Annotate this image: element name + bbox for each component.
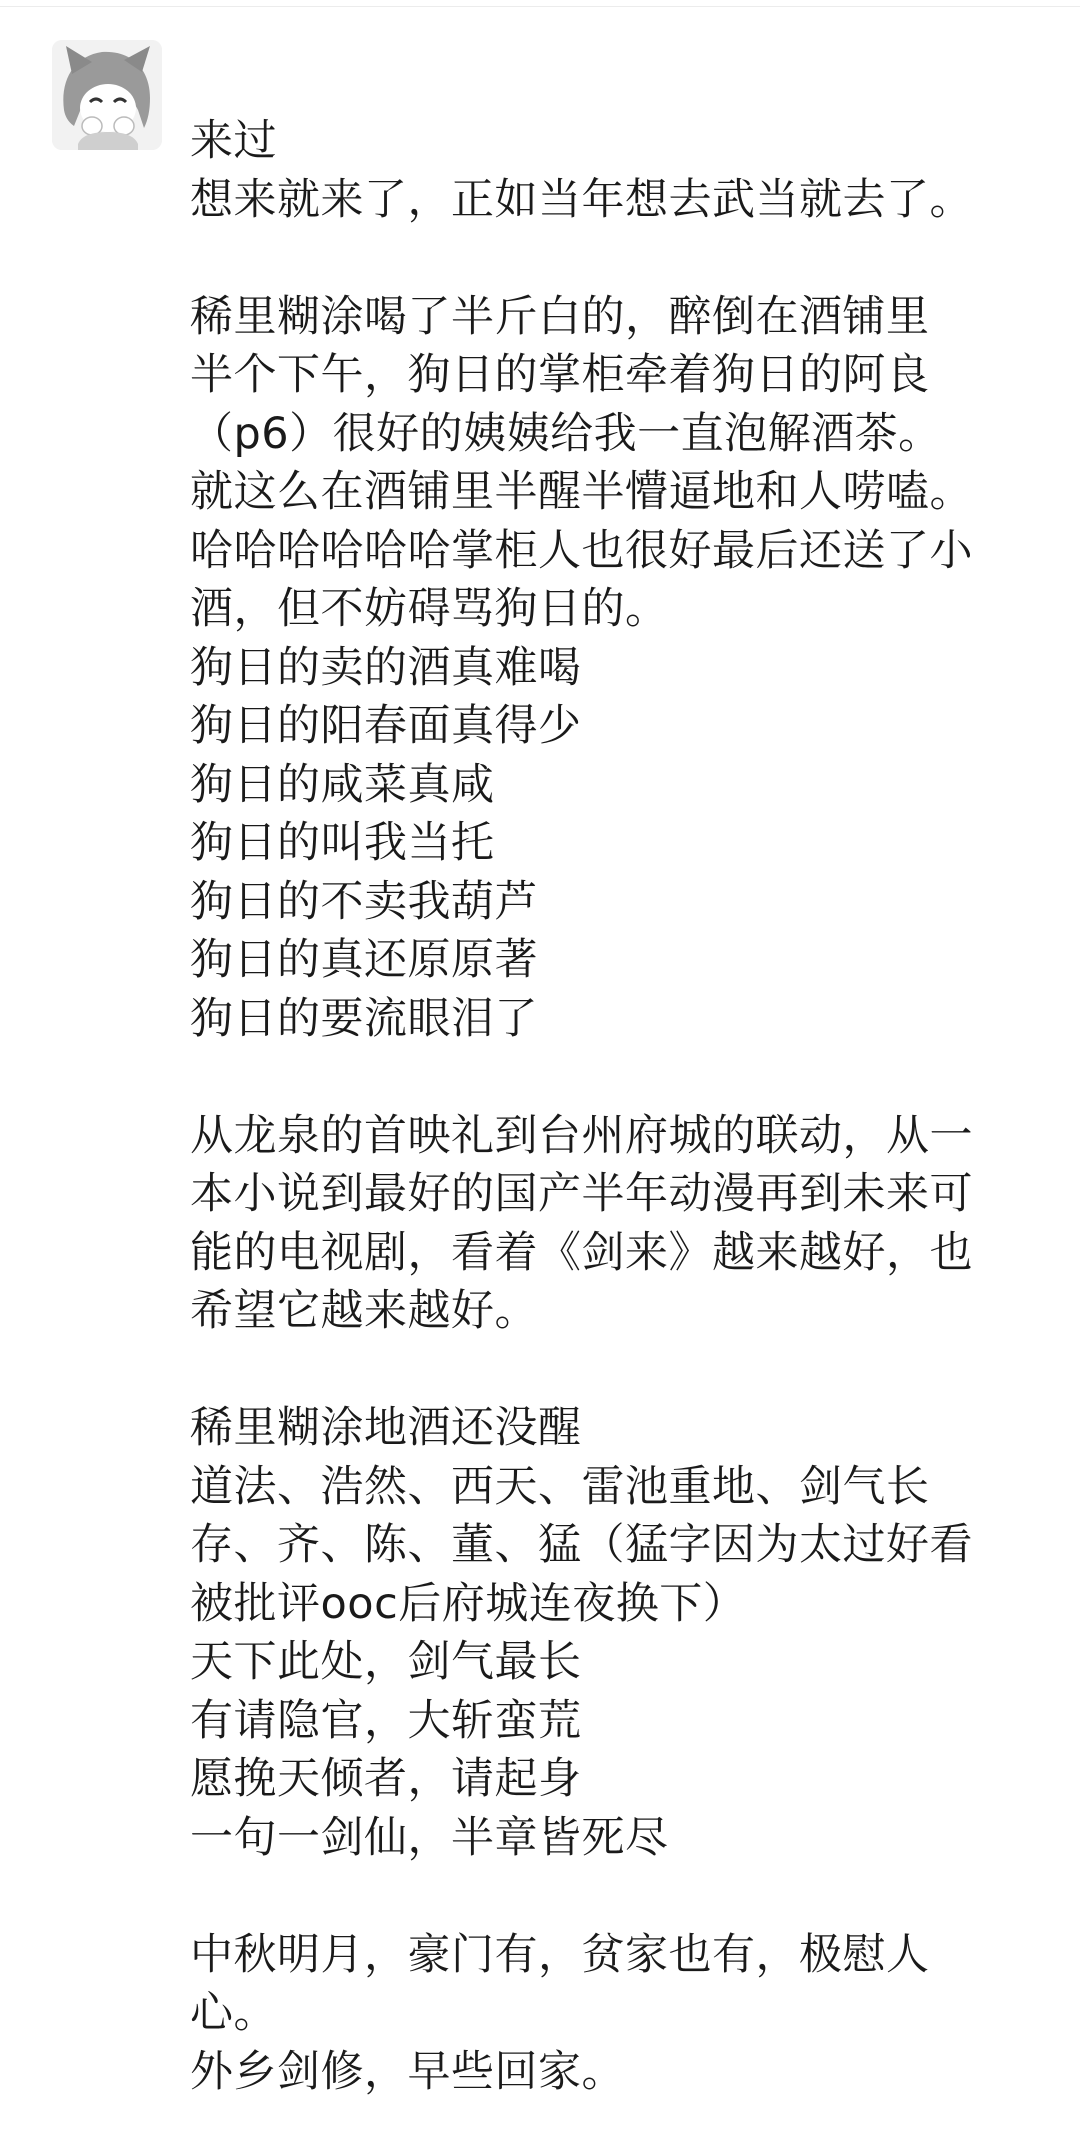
paragraph-gap bbox=[190, 1341, 1030, 1400]
post-line: 狗日的阳春面真得少 bbox=[190, 701, 582, 751]
post-line: 被批评ooc后府城连夜换下） bbox=[190, 1578, 747, 1629]
post-line: 狗日的不卖我葫芦 bbox=[190, 876, 538, 927]
post-line: 来过 bbox=[190, 116, 277, 166]
top-divider bbox=[0, 6, 1080, 7]
post-line: 哈哈哈哈哈哈掌柜人也很好最后还送了小 bbox=[190, 525, 973, 576]
post-line: 狗日的要流眼泪了 bbox=[190, 993, 538, 1044]
post-line: 就这么在酒铺里半醒半懵逼地和人唠嗑。 bbox=[190, 467, 973, 517]
post-line: 能的电视剧，看着《剑来》越来越好，也 bbox=[190, 1227, 973, 1278]
post-line: 外乡剑修，早些回家。 bbox=[190, 2046, 625, 2097]
post-line: 存、齐、陈、董、猛（猛字因为太过好看 bbox=[190, 1520, 973, 1570]
post-body bbox=[190, 112, 1030, 2101]
anime-avatar-icon bbox=[52, 40, 162, 150]
paragraph-gap bbox=[190, 229, 1030, 288]
post-line: 一句一剑仙，半章皆死尽 bbox=[190, 1812, 669, 1863]
post-line: 半个下午，狗日的掌柜牵着狗日的阿良 bbox=[190, 350, 930, 400]
post-line: 中秋明月，豪门有，贫家也有，极慰人 bbox=[190, 1929, 930, 1980]
post-line: 有请隐官，大斩蛮荒 bbox=[190, 1695, 582, 1746]
paragraph-gap bbox=[190, 1048, 1030, 1107]
post-line: （p6）很好的姨姨给我一直泡解酒茶。 bbox=[190, 408, 942, 459]
post-line: 本小说到最好的国产半年动漫再到未来可 bbox=[190, 1169, 973, 1219]
post-line: 稀里糊涂喝了半斤白的，醉倒在酒铺里 bbox=[190, 291, 930, 342]
post-line: 天下此处，剑气最长 bbox=[190, 1637, 582, 1687]
post-line: 从龙泉的首映礼到台州府城的联动，从一 bbox=[190, 1110, 973, 1161]
post-line: 愿挽天倾者，请起身 bbox=[190, 1754, 582, 1804]
post-line: 狗日的叫我当托 bbox=[190, 818, 495, 868]
paragraph-gap bbox=[190, 1867, 1030, 1926]
post-line: 心。 bbox=[190, 1988, 277, 2038]
post-line: 稀里糊涂地酒还没醒 bbox=[190, 1403, 582, 1453]
post-line: 道法、浩然、西天、雷池重地、剑气长 bbox=[190, 1461, 930, 1512]
post-line: 想来就来了，正如当年想去武当就去了。 bbox=[190, 174, 973, 225]
post-line: 狗日的卖的酒真难喝 bbox=[190, 642, 582, 693]
post-line: 狗日的咸菜真咸 bbox=[190, 759, 495, 810]
post-line: 希望它越来越好。 bbox=[190, 1286, 538, 1336]
author-avatar[interactable] bbox=[52, 40, 162, 150]
post-line: 酒，但不妨碍骂狗日的。 bbox=[190, 584, 669, 634]
post-line: 狗日的真还原原著 bbox=[190, 935, 538, 985]
